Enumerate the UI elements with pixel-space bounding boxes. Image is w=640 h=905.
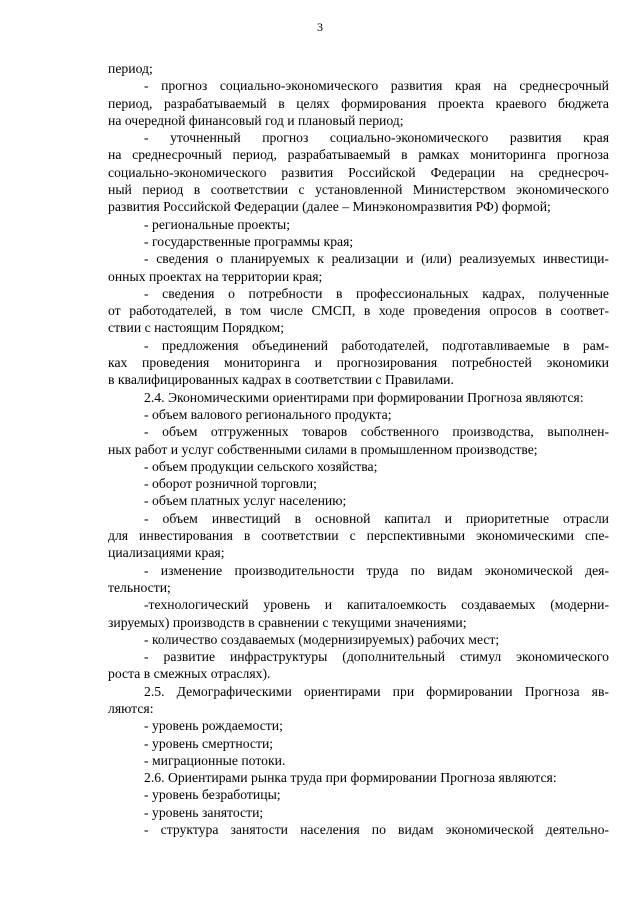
text-line: - изменение производительности труда по видам экономической дея- [144, 562, 609, 578]
text-line: циализациями края; [108, 545, 225, 561]
text-line: - сведения о планируемых к реализации и (или) реализуемых инвестици- [144, 251, 609, 267]
text-line: - объем валового регионального продукта; [144, 406, 392, 422]
text-line: - оборот розничной торговли; [144, 476, 317, 492]
text-line: на очередной финансовый год и плановый период; [108, 112, 404, 128]
text-line: ляются: [108, 700, 154, 716]
text-line: - прогноз социально-экономического развития края на среднесрочный [144, 78, 609, 94]
text-line: - развитие инфраструктуры (дополнительный стимул экономического [144, 649, 609, 665]
text-line: для инвестирования в соответствии с перспективными экономическими спе- [108, 528, 609, 544]
text-line: роста в смежных отраслях). [108, 666, 271, 682]
text-line: - уровень рождаемости; [144, 718, 283, 734]
text-line: 2.4. Экономическими ориентирами при формировании Прогноза являются: [144, 389, 584, 405]
text-line: - уровень безработицы; [144, 787, 281, 803]
text-line: - количество создаваемых (модернизируемых) рабочих мест; [144, 631, 500, 647]
text-line: - предложения объединений работодателей, подготавливаемые в рам- [144, 337, 609, 353]
text-line: - уровень смертности; [144, 735, 274, 751]
text-line: ных работ и услуг собственными силами в промышленном производстве; [108, 441, 538, 457]
text-line: - объем платных услуг населению; [144, 493, 347, 509]
text-line: - объем инвестиций в основной капитал и приоритетные отрасли [144, 510, 609, 526]
text-line: зируемых) производств в сравнении с текущими значениями; [108, 614, 467, 630]
text-line: - уровень занятости; [144, 804, 264, 820]
text-line: - объем продукции сельского хозяйства; [144, 458, 378, 474]
text-line: - объем отгруженных товаров собственного производства, выполнен- [144, 424, 609, 440]
text-line: от работодателей, в том числе СМСП, в ходе проведения опросов в соответ- [108, 303, 609, 319]
text-line: развития Российской Федерации (далее – Минэкономразвития РФ) формой; [108, 199, 551, 215]
text-line: ствии с настоящим Порядком; [108, 320, 285, 336]
text-line: - сведения о потребности в профессиональных кадрах, полученные [144, 285, 609, 301]
text-line: социально-экономического развития Российской Федерации на среднесроч- [108, 164, 609, 180]
page-number: 3 [317, 20, 323, 34]
text-line: на среднесрочный период, разрабатываемый в рамках мониторинга прогноза [108, 147, 609, 163]
text-line: ный период в соответствии с установленной Министерством экономического [108, 182, 609, 198]
text-line: период; [108, 61, 153, 76]
text-line: онных проектах на территории края; [108, 268, 323, 284]
text-line: 2.6. Ориентирами рынка труда при формировании Прогноза являются: [144, 770, 557, 786]
text-line: период, разрабатываемый в целях формирования проекта краевого бюджета [108, 95, 609, 111]
text-line: в квалифицированных кадрах в соответствии с Правилами. [108, 372, 454, 388]
text-line: - структура занятости населения по видам экономической деятельно- [144, 822, 609, 838]
text-line: - региональные проекты; [144, 216, 290, 232]
text-line: ках проведения мониторинга и прогнозирования потребностей экономики [108, 355, 609, 371]
text-line: - уточненный прогноз социально-экономического развития края [144, 130, 609, 146]
text-line: тельности; [108, 579, 171, 595]
text-line: - государственные программы края; [144, 233, 354, 249]
text-line: 2.5. Демографическими ориентирами при формировании Прогноза яв- [144, 683, 609, 699]
text-line: -технологический уровень и капиталоемкость создаваемых (модерни- [144, 597, 609, 613]
text-line: - миграционные потоки. [144, 752, 286, 768]
document-body [108, 60, 609, 838]
